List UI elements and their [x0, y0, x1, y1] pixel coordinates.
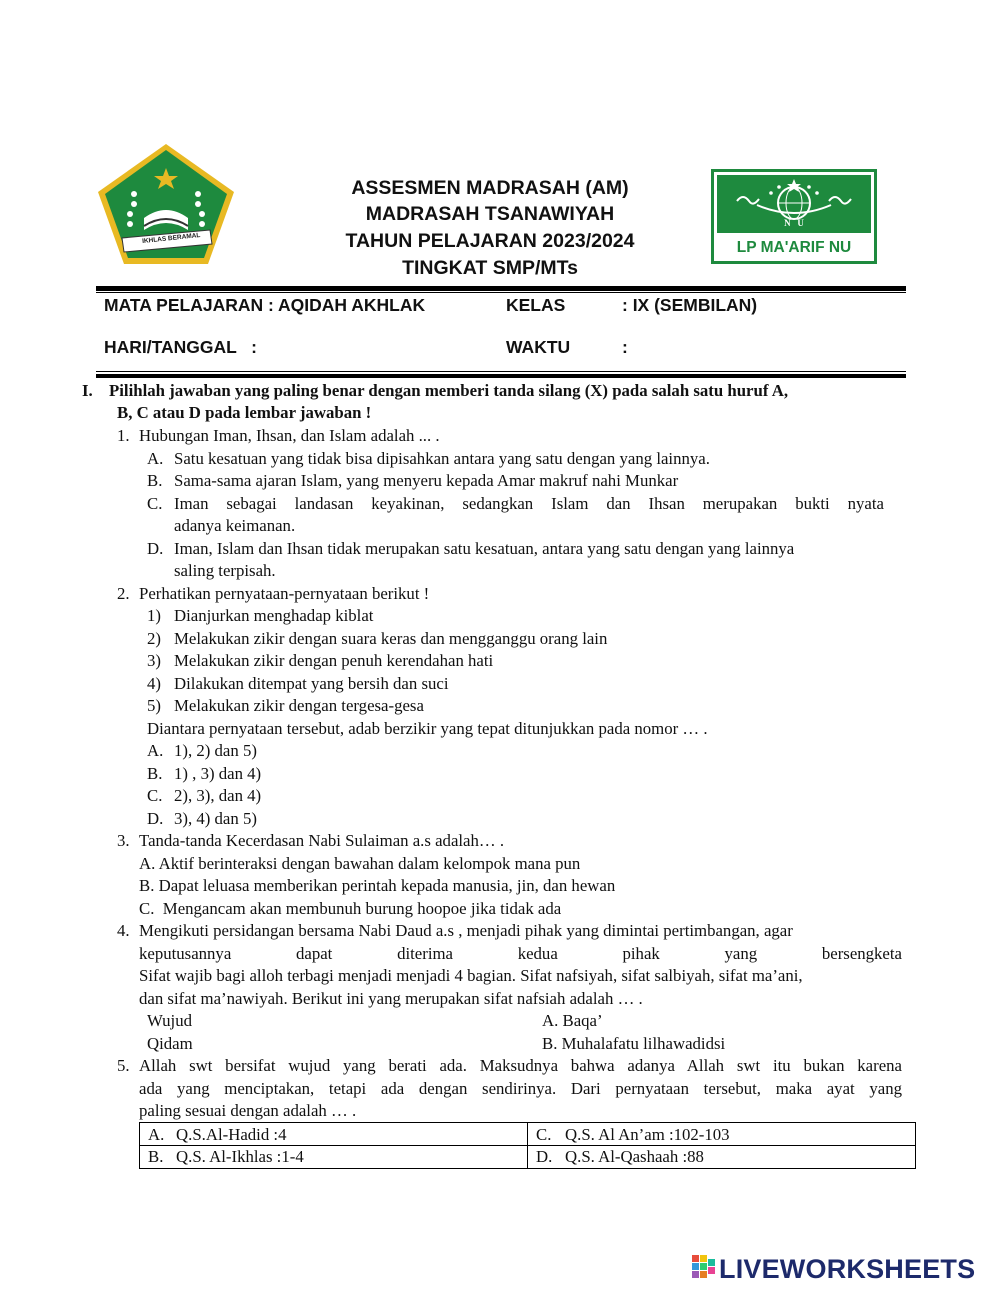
section-instruction-line2: B, C atau D pada lembar jawaban !	[117, 403, 372, 422]
q5-option-d[interactable]: Q.S. Al-Qashaah :88	[565, 1147, 704, 1166]
q2-statement-num: 1)	[147, 606, 161, 625]
q5-line3: paling sesuai dengan adalah … .	[139, 1101, 357, 1120]
q3-number: 3.	[117, 831, 130, 850]
liveworksheets-logo[interactable]	[692, 1252, 975, 1286]
academic-year: TAHUN PELAJARAN 2023/2024	[345, 230, 635, 252]
day-date-label: HARI/TANGGAL :	[104, 337, 257, 357]
q2-statement: Dilakukan ditempat yang bersih dan suci	[174, 674, 449, 693]
q2-statement-num: 3)	[147, 651, 161, 670]
q5-option-c-letter[interactable]: C.	[536, 1125, 552, 1144]
school-level: MADRASAH TSANAWIYAH	[365, 203, 615, 225]
q5-option-b[interactable]: Q.S. Al-Ikhlas :1-4	[176, 1147, 304, 1166]
q2-option-a-letter[interactable]: A.	[147, 741, 164, 760]
nu-letters: N U	[784, 218, 804, 228]
q5-option-d-letter[interactable]: D.	[536, 1147, 553, 1166]
q2-prompt: Diantara pernyataan tersebut, adab berzikir yang tepat ditunjukkan pada nomor … .	[147, 719, 708, 738]
q3-option-b[interactable]: B. Dapat leluasa memberikan perintah kepada manusia, jin, dan hewan	[139, 876, 616, 895]
q2-text: Perhatikan pernyataan-pernyataan berikut !	[139, 584, 430, 603]
exam-title: ASSESMEN MADRASAH (AM)	[351, 177, 629, 199]
q4-line1: Mengikuti persidangan bersama Nabi Daud a.s , menjadi pihak yang dimintai pertimbangan, agar	[139, 921, 793, 940]
q2-option-c[interactable]: 2), 3), dan 4)	[174, 786, 262, 805]
q5-option-c[interactable]: Q.S. Al An’am :102-103	[565, 1125, 730, 1144]
q1-option-b[interactable]: Sama-sama ajaran Islam, yang menyeru kepada Amar makruf nahi Munkar	[174, 471, 679, 490]
nu-emblem	[717, 175, 871, 233]
header-rule-thick	[96, 286, 906, 291]
q2-statement: Dianjurkan menghadap kiblat	[174, 606, 374, 625]
q2-statement: Melakukan zikir dengan tergesa-gesa	[174, 696, 424, 715]
q5-option-a-letter[interactable]: A.	[148, 1125, 165, 1144]
q4-line2: keputusannya dapat diterima kedua pihak yang bersengketa	[139, 944, 902, 963]
q1-option-c-letter[interactable]: C.	[147, 494, 163, 513]
q2-number: 2.	[117, 584, 130, 603]
section-instruction-line1: Pilihlah jawaban yang paling benar dengan memberi tanda silang (X) pada salah satu huruf A,	[109, 381, 789, 400]
q2-statement: Melakukan zikir dengan penuh kerendahan hati	[174, 651, 494, 670]
q1-option-a[interactable]: Satu kesatuan yang tidak bisa dipisahkan antara yang satu dengan yang lainnya.	[174, 449, 710, 468]
q2-option-d-letter[interactable]: D.	[147, 809, 164, 828]
section-number: I.	[82, 381, 93, 400]
lp-maarif-logo	[711, 169, 877, 264]
q1-option-d[interactable]: Iman, Islam dan Ihsan tidak merupakan satu kesatuan, antara yang satu dengan yang lainnya	[174, 539, 795, 558]
q2-statement: Melakukan zikir dengan suara keras dan mengganggu orang lain	[174, 629, 608, 648]
q4-option-right1[interactable]: A. Baqa’	[542, 1011, 603, 1030]
q2-statement-num: 5)	[147, 696, 161, 715]
info-rule-thin	[96, 371, 906, 372]
kemenag-motto: IKHLAS BERAMAL	[141, 231, 201, 246]
q2-option-b-letter[interactable]: B.	[147, 764, 163, 783]
q1-option-a-letter[interactable]: A.	[147, 449, 164, 468]
q2-option-c-letter[interactable]: C.	[147, 786, 163, 805]
q4-line4: dan sifat ma’nawiyah. Berikut ini yang merupakan sifat nafsiah adalah … .	[139, 989, 643, 1008]
q1-option-b-letter[interactable]: B.	[147, 471, 163, 490]
q1-option-d-letter[interactable]: D.	[147, 539, 164, 558]
q1-option-c-cont: adanya keimanan.	[174, 516, 296, 535]
q2-option-d[interactable]: 3), 4) dan 5)	[174, 809, 257, 828]
q3-option-c[interactable]: C. Mengancam akan membunuh burung hoopoe jika tidak ada	[139, 899, 562, 918]
q2-statement-num: 4)	[147, 674, 161, 693]
info-rule-thick	[96, 374, 906, 378]
q2-option-b[interactable]: 1) , 3) dan 4)	[174, 764, 262, 783]
q2-option-a[interactable]: 1), 2) dan 5)	[174, 741, 257, 760]
class-value: : IX (SEMBILAN)	[622, 295, 758, 315]
subject-label: MATA PELAJARAN : AQIDAH AKHLAK	[104, 295, 426, 315]
time-value: :	[622, 337, 628, 357]
liveworksheets-brand: LIVEWORKSHEETS	[719, 1253, 976, 1284]
q5-line2: ada yang menciptakan, tetapi ada dengan sendirinya. Dari pernyataan tersebut, maka ayat yang	[139, 1079, 902, 1098]
q1-number: 1.	[117, 426, 130, 445]
q4-line3: Sifat wajib bagi alloh terbagi menjadi menjadi 4 bagian. Sifat nafsiyah, sifat salbiyah, sifat ma’ani,	[139, 966, 803, 985]
grade-level: TINGKAT SMP/MTs	[402, 257, 578, 279]
q4-option-left1[interactable]: Wujud	[147, 1011, 193, 1030]
q5-option-b-letter[interactable]: B.	[148, 1147, 164, 1166]
kemenag-emblem-icon	[94, 140, 238, 268]
time-label: WAKTU	[506, 337, 571, 357]
q1-option-d-cont: saling terpisah.	[174, 561, 276, 580]
header-rule-thin	[96, 292, 906, 293]
q1-text: Hubungan Iman, Ihsan, dan Islam adalah ... .	[139, 426, 440, 445]
q4-number: 4.	[117, 921, 130, 940]
liveworksheets-icon	[692, 1255, 716, 1283]
q5-line1: Allah swt bersifat wujud yang berati ada. Maksudnya bahwa adanya Allah swt itu bukan karena	[139, 1056, 902, 1075]
q1-option-c[interactable]: Iman sebagai landasan keyakinan, sedangkan Islam dan Ihsan merupakan bukti nyata	[174, 494, 884, 513]
q3-text: Tanda-tanda Kecerdasan Nabi Sulaiman a.s adalah… .	[139, 831, 505, 850]
q5-option-a[interactable]: Q.S.Al-Hadid :4	[176, 1125, 287, 1144]
q5-number: 5.	[117, 1056, 130, 1075]
lp-maarif-label: LP MA'ARIF NU	[736, 239, 852, 256]
q4-option-right2[interactable]: B. Muhalafatu lilhawadidsi	[542, 1034, 726, 1053]
class-label: KELAS	[506, 295, 566, 315]
q3-option-a[interactable]: A. Aktif berinteraksi dengan bawahan dalam kelompok mana pun	[139, 854, 581, 873]
kemenag-logo	[94, 140, 238, 268]
q4-option-left2[interactable]: Qidam	[147, 1034, 193, 1053]
q2-statement-num: 2)	[147, 629, 161, 648]
